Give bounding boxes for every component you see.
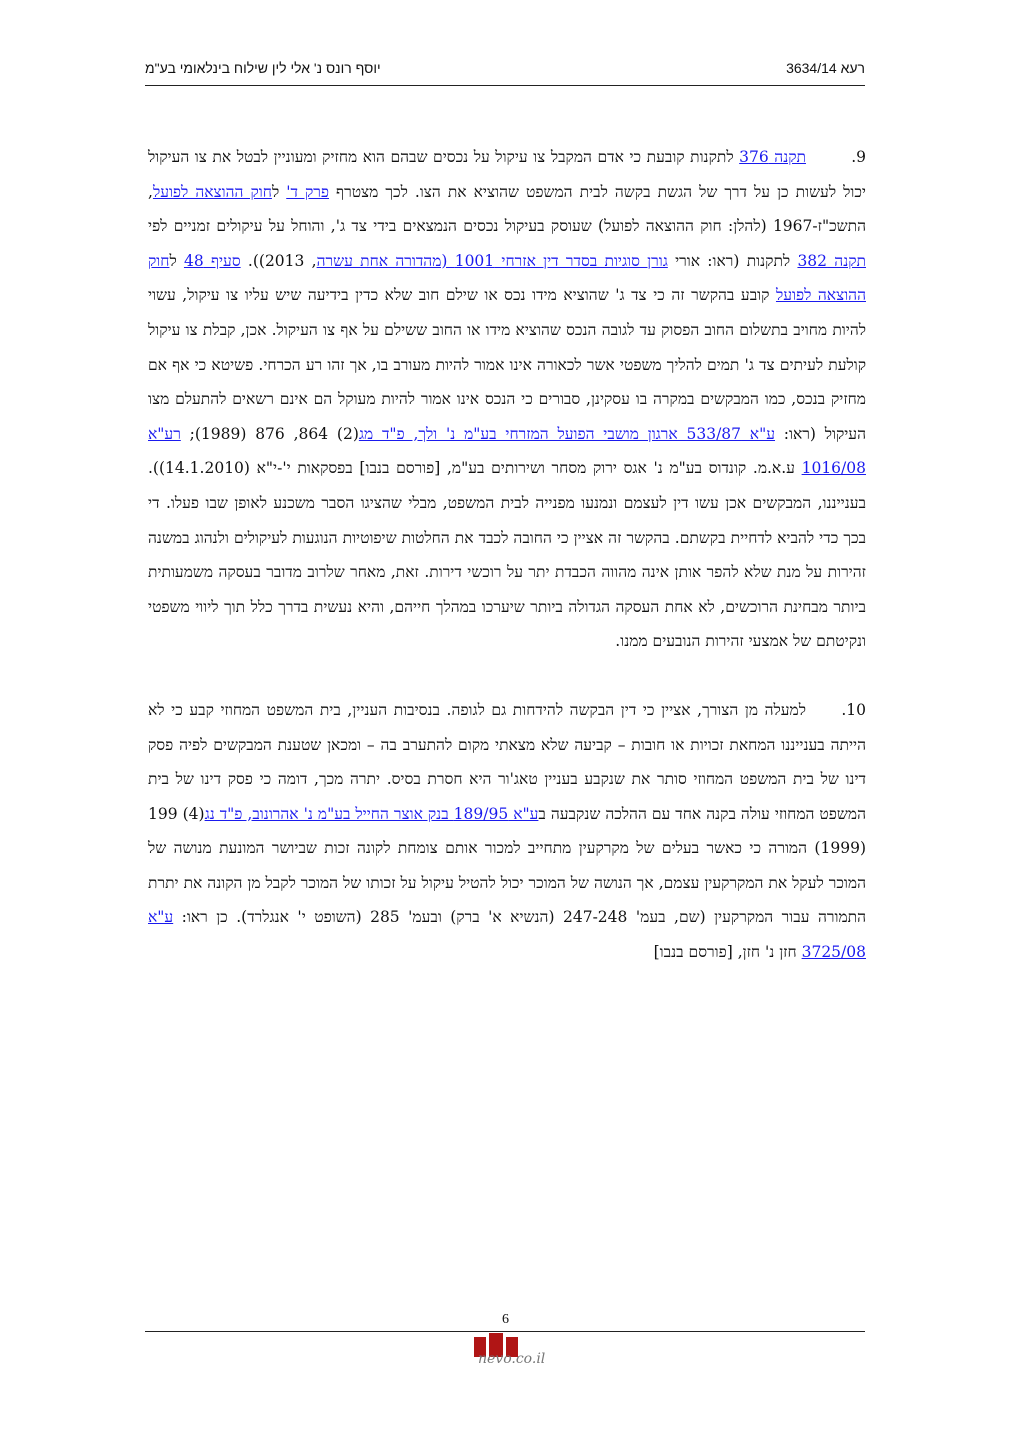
link-regulation-376[interactable]: תקנה 376 (739, 148, 806, 166)
paragraph-text: (2) 864, 876 (1989); (180, 424, 359, 443)
footer-divider (145, 1331, 865, 1332)
case-parties: יוסף רונס נ' אלי לין שילוח בינלאומי בע"מ (145, 60, 381, 76)
paragraph-text: למעלה מן הצורך, אציין כי דין הבקשה להידחות גם לגופה. בנסיבות העניין, בית המשפט המחוזי קבע כי לא הייתה בענייננו המחאת זכויות או חובות – קביעה שלא מצאתי מקום להתערב בה – ומכאן שטענת המבקשים לפיה פסק דינו של בית המשפט המחוזי סותר את שנקבע בעניין טאג'ור היא חסרת בסיס. יתרה מכך, דומה כי פסק דינו של בית המשפט המחוזי עולה בקנה אחד עם ההלכה שנקבעה ב (148, 700, 866, 823)
nevo-logo (466, 1333, 546, 1371)
paragraph-text: , התשכ"ז-1967 (להלן: חוק ההוצאה לפועל) שעוסק בעיקול נכסים הנמצאים בידי צד ג', והוחל על עיקולים זמניים לפי (148, 182, 866, 236)
paragraph-text: חזן נ' חזן, [פורסם בנבו] (653, 943, 802, 962)
link-case-533-87[interactable]: ע"א 533/87 ארגון מושבי הפועל המזרחי בע"מ נ' ולך, פ"ד מג (358, 424, 776, 443)
paragraph-number: 10. (841, 700, 866, 719)
link-chapter-d[interactable]: פרק ד' (286, 182, 330, 201)
paragraph-text: ע.א.מ. קונדוס בע"מ נ' אגס ירוק מסחר ושירותים בע"מ, [פורסם בנבו] בפסקאות י'-י"א (14.1.2010)). בענייננו, המבקשים אכן עשו דין לעצמם ונמנעו מפנייה לבית המשפט, מבלי שהציגו הסבר משכנע לאופן שבו פעלו. די בכך כדי להביא לדחיית בקשתם. בהקשר זה אציין כי החובה לכבד את החלטות שיפוטיות הנוגעות לעיקולים ולנהוג במשנה זהירות על מנת שלא להפר אותן אינה מהווה הכבדת יתר על רוכשי דירות. זאת, מאחר שלרוב מדובר בעסקה משמעותית ביותר מבחינת הרוכשים, לא אחת העסקה הגדולה ביותר שיערכו במהלך חייהם, והיא נעשית בדרך כלל תוך ליווי משפטי ונקיטתם של אמצעי זהירות הנובעים ממנו. (148, 459, 866, 651)
paragraph-10 (148, 693, 866, 970)
paragraph-text: לתקנות (ראו: אורי (667, 251, 798, 270)
link-case-3725-08[interactable]: ע"א 3725/08 (148, 908, 866, 962)
paragraph-text: קובע בהקשר זה כי צד ג' שהוציא מידו נכס או שילם חוב שלא כדין בידיעה שיש עליו צו עיקול, עשוי להיות מחויב בתשלום החוב הפסוק עד לגובה הנכס שהוציא מידו או החוב ששילם על אף צו העיקול. אכן, קבלת צו עיקול קולעת לעיתים צד ג' תמים להליך משפטי אשר לכאורה אינו אמור להיות מעורב בו, אך זהו רע הכרחי. פשיטא כי אף אם מחזיק בנכס, כמו המבקשים במקרה בו עסקינן, סבורים כי הנכס אינו אמור להיות מעוקל הם אינם רשאים להתעלם מצו העיקול (ראו: (148, 286, 866, 443)
paragraph-text: ל (271, 182, 287, 201)
link-execution-law-2[interactable]: חוק ההוצאה לפועל (148, 251, 866, 305)
link-section-48[interactable]: סעיף 48 (183, 251, 241, 270)
paragraph-text: (4) 199 (1999) המורה כי כאשר בעלים של מקרקעין מתחייב למכור אותם צומחת לקונה זכות שביושר המונעת מנושה של המוכר לעקל את המקרקעין עצמם, אך הנושה של המוכר יכול להטיל עיקול על זכותו של המוכר לקבל מן הקונה את יתרת התמורה עבור המקרקעין (שם, בעמ' 247-248 (הנשיא א' ברק) ובעמ' 285 (השופט י' אנגלרד). כן ראו: (148, 804, 866, 927)
page-number: 6 (502, 1312, 509, 1327)
paragraph-text: , 2013)). (240, 251, 317, 270)
link-goren-book[interactable]: גורן סוגיות בסדר דין אזרחי 1001 (מהדורה אחת עשרה (316, 251, 668, 270)
running-header (145, 58, 865, 82)
paragraph-number: 9. (851, 148, 866, 166)
header-divider (145, 85, 865, 86)
link-case-1016-08[interactable]: רע"א 1016/08 (148, 424, 866, 478)
paragraph-text: ל (169, 251, 184, 270)
document-body (148, 140, 866, 970)
link-execution-law[interactable]: חוק ההוצאה לפועל (152, 182, 272, 201)
link-regulation-382[interactable]: תקנה 382 (797, 251, 866, 270)
link-case-189-95[interactable]: ע"א 189/95 בנק אוצר החייל בע"מ נ' אהרונוב, פ"ד נג (204, 804, 539, 823)
case-number: רעא 3634/14 (786, 60, 865, 76)
paragraph-text: לתקנות קובעת כי אדם המקבל צו עיקול על נכסים שבהם הוא מחזיק ומעוניין לבטל את צו העיקול יכול לעשות כן על דרך של הגשת בקשה לבית המשפט שהוציא את הצו. לכך מצטרף (148, 148, 866, 201)
paragraph-9 (148, 140, 866, 659)
nevo-logo-text: nevo.co.il (478, 1351, 546, 1367)
